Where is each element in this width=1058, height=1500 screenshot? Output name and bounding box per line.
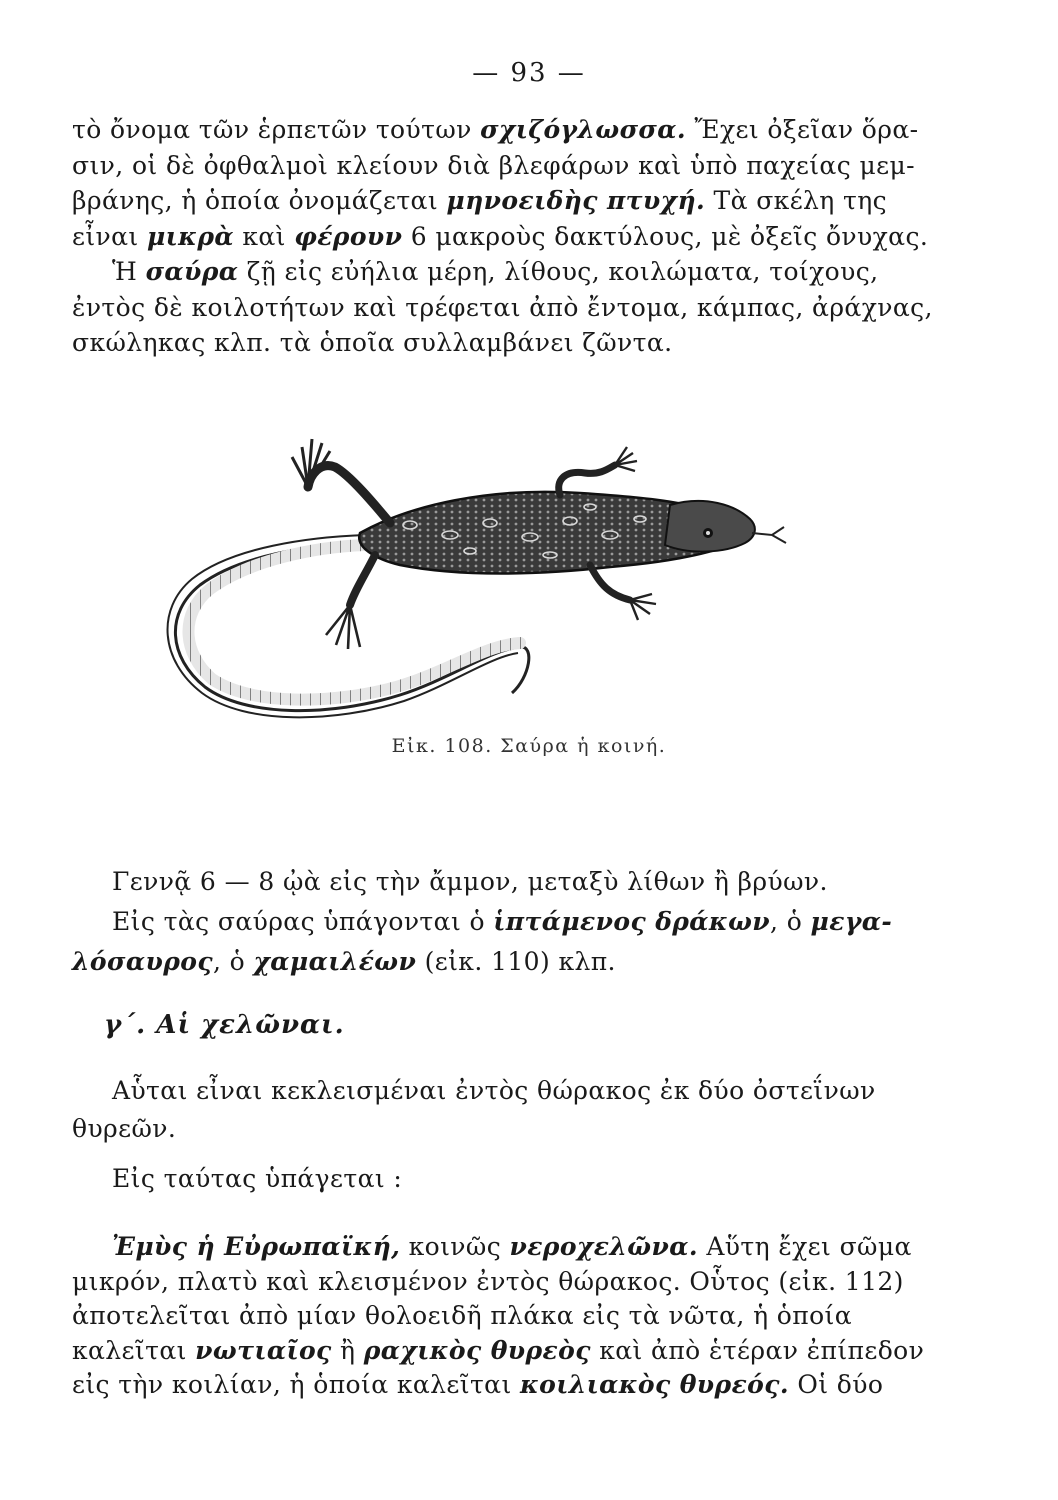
text-run: τὸ ὄνομα τῶν ἑρπετῶν τούτων xyxy=(72,115,481,144)
text-run: βράνης, ἡ ὁποία ὀνομάζεται xyxy=(72,186,447,215)
text-line xyxy=(72,1072,892,1110)
text-run: ζῇ εἰς εὐήλια μέρη, λίθους, κοιλώματα, τοίχους, xyxy=(238,257,879,286)
text-line xyxy=(72,1334,925,1369)
text-line xyxy=(72,219,929,255)
text-line xyxy=(72,942,892,982)
text-run: Εἰς ταύτας ὑπάγεται : xyxy=(112,1164,403,1193)
figure-caption: Εἰκ. 108. Σαύρα ἡ κοινή. xyxy=(391,735,667,757)
bold-term: σαύρα xyxy=(145,257,239,286)
bold-term: κοιλιακὸς θυρεός. xyxy=(520,1370,789,1399)
bold-term: λόσαυρος xyxy=(72,947,213,976)
text-line xyxy=(72,1230,912,1265)
text-run: , ὁ xyxy=(212,947,254,976)
bold-term: σχιζόγλωσσα. xyxy=(480,115,686,144)
text-line xyxy=(72,290,933,326)
text-run: σκώληκας κλπ. τὰ ὁποῖα συλλαμβάνει ζῶντα. xyxy=(72,328,673,357)
text-run: Οἱ δύο xyxy=(788,1370,884,1399)
bold-term: μικρὰ xyxy=(146,221,234,251)
text-run: ἢ xyxy=(331,1335,364,1365)
turtles-paragraph xyxy=(72,1072,892,1148)
bold-term: μηνοειδὴς πτυχή. xyxy=(446,186,706,215)
text-run: (εἰκ. 110) κλπ. xyxy=(416,947,616,976)
lizard-illustration-icon xyxy=(168,439,786,717)
eggs-paragraph xyxy=(72,862,892,982)
text-run: εἶναι xyxy=(72,221,147,251)
bold-term: νεροχελῶνα. xyxy=(509,1232,698,1261)
text-line xyxy=(72,1299,892,1334)
section-heading: γ΄. Αἱ χελῶναι. xyxy=(104,1010,345,1040)
text-run: Γεννᾷ 6 — 8 ᾠὰ εἰς τὴν ἄμμον, μεταξὺ λίθων ἢ βρύων. xyxy=(112,867,828,896)
text-line xyxy=(72,148,915,184)
text-line xyxy=(72,325,892,361)
bold-term: χαμαιλέων xyxy=(253,947,417,976)
text-run: καλεῖται xyxy=(72,1335,196,1365)
text-line xyxy=(72,1163,892,1195)
text-run: καὶ ἀπὸ ἑτέραν ἐπίπεδον xyxy=(590,1335,925,1365)
text-run: εἰς τὴν κοιλίαν, ἡ ὁποία καλεῖται xyxy=(72,1370,521,1399)
lizard-figure xyxy=(160,395,800,725)
text-run: κοινῶς xyxy=(400,1232,510,1261)
text-run: , ὁ xyxy=(770,907,811,936)
text-line xyxy=(72,902,892,942)
text-run: Τὰ σκέλη της xyxy=(705,186,888,215)
bold-term: Ἐμὺς ἡ Εὐρωπαϊκή, xyxy=(112,1232,401,1261)
intro-paragraph xyxy=(72,112,933,361)
text-line xyxy=(72,1265,904,1300)
text-line xyxy=(72,112,919,148)
bold-term: νωτιαῖος xyxy=(195,1335,332,1365)
text-run: καὶ xyxy=(233,221,295,251)
bold-term: φέρουν xyxy=(294,221,403,251)
text-run: Ἡ xyxy=(112,257,146,286)
text-line xyxy=(72,254,892,290)
text-line xyxy=(72,183,892,219)
text-run: σιν, οἱ δὲ ὀφθαλμοὶ κλείουν διὰ βλεφάρων καὶ ὑπὸ παχείας μεμ- xyxy=(72,150,915,180)
text-run: Ἔχει ὀξεῖαν ὅρα- xyxy=(685,115,919,144)
text-run: Εἰς τὰς σαύρας ὑπάγονται ὁ xyxy=(112,907,494,936)
text-run: 6 μακροὺς δακτύλους, μὲ ὀξεῖς ὄνυχας. xyxy=(402,221,929,251)
text-line xyxy=(72,862,892,902)
bold-term: ραχικὸς θυρεὸς xyxy=(363,1335,591,1365)
page-number: — 93 — xyxy=(472,58,586,88)
text-run: μικρόν, πλατὺ καὶ κλεισμένον ἐντὸς θώρακος. Οὗτος (εἰκ. 112) xyxy=(72,1266,904,1296)
bold-term: μεγα- xyxy=(810,907,893,936)
text-run: ἐντὸς δὲ κοιλοτήτων καὶ τρέφεται ἀπὸ ἔντομα, κάμπας, ἀράχνας, xyxy=(72,292,933,322)
text-line xyxy=(72,1368,892,1403)
bold-term: ἱπτάμενος δράκων xyxy=(493,907,771,936)
turtles-intro-line xyxy=(72,1163,892,1195)
text-run: Αὕτη ἔχει σῶμα xyxy=(697,1232,912,1261)
text-run: ἀποτελεῖται ἀπὸ μίαν θολοειδῆ πλάκα εἰς τὰ νῶτα, ἡ ὁποία xyxy=(72,1301,853,1330)
emys-paragraph xyxy=(72,1230,925,1403)
text-run: Αὗται εἶναι κεκλεισμέναι ἐντὸς θώρακος ἐκ δύο ὀστεΐνων xyxy=(112,1076,876,1105)
text-line xyxy=(72,1110,892,1148)
text-run: θυρεῶν. xyxy=(72,1114,177,1143)
